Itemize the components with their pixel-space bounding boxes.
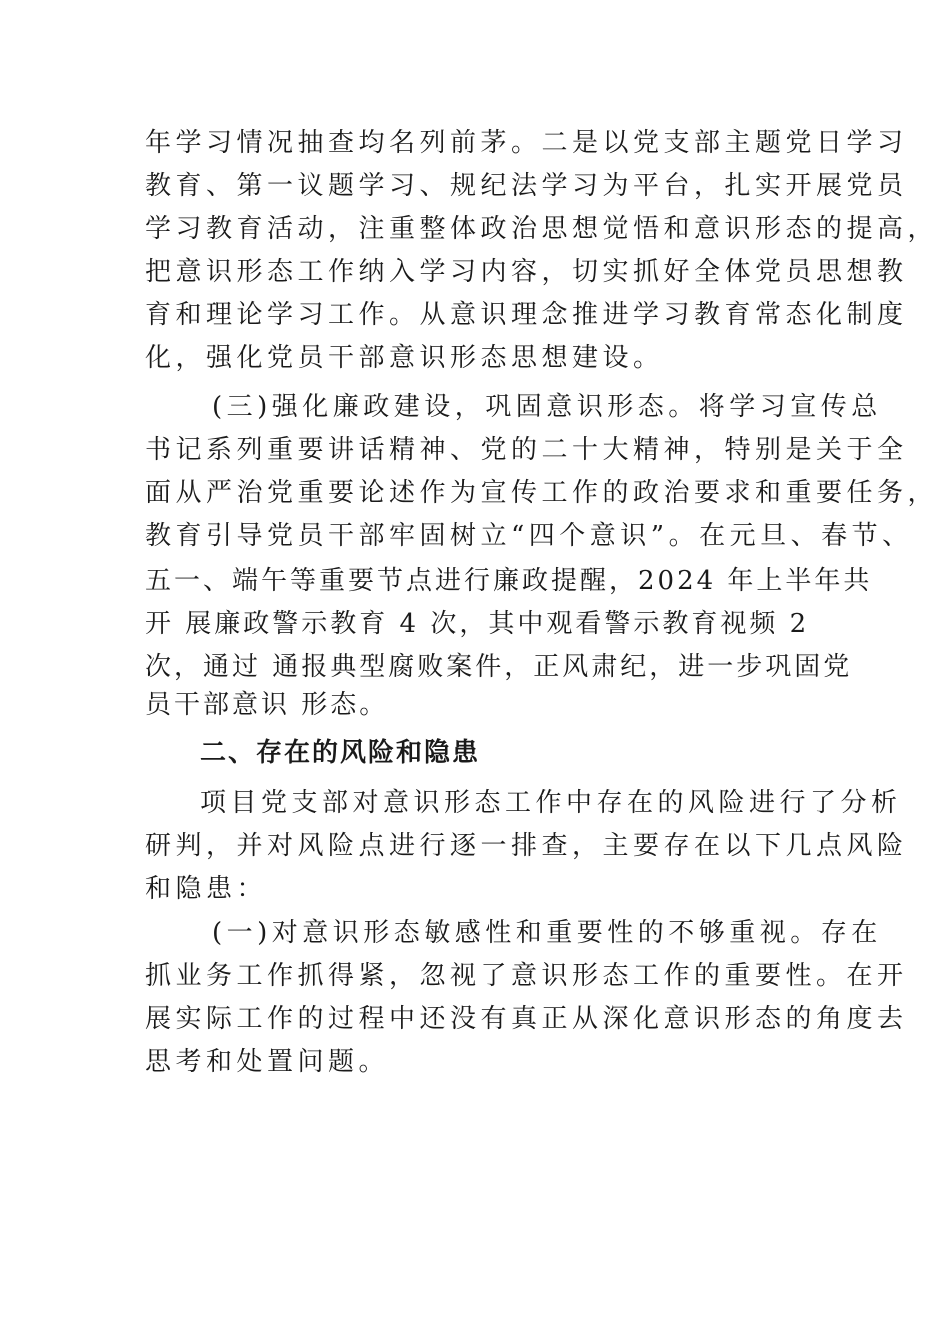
p1-line: 学习教育活动，注重整体政治思想觉悟和意识形态的提高， xyxy=(145,214,939,244)
p1-line: 年学习情况抽查均名列前茅。二是以党支部主题党日学习 xyxy=(145,128,908,158)
p1-line: 教育、第一议题学习、规纪法学习为平台，扎实开展党员 xyxy=(145,171,908,201)
p2-line: 面从严治党重要论述作为宣传工作的政治要求和重要任务， xyxy=(145,478,939,508)
p2-line: (三)强化廉政建设，巩固意识形态。将学习宣传总 xyxy=(212,392,882,422)
p2-line: 教育引导党员干部牢固树立“四个意识”。在元旦、春节、 xyxy=(145,521,913,551)
section-heading: 二、存在的风险和隐患 xyxy=(200,738,481,768)
p2-line: 开 展廉政警示教育 4 次，其中观看警示教育视频 2 xyxy=(145,609,810,639)
p1-line: 化，强化党员干部意识形态思想建设。 xyxy=(145,343,664,373)
p2-line: 次，通过 通报典型腐败案件，正风肃纪，进一步巩固党 xyxy=(145,652,853,682)
p1-line: 把意识形态工作纳入学习内容，切实抓好全体党员思想教 xyxy=(145,257,908,287)
p4-line: 展实际工作的过程中还没有真正从深化意识形态的角度去 xyxy=(145,1004,908,1034)
p3-line: 研判，并对风险点进行逐一排查，主要存在以下几点风险 xyxy=(145,831,908,861)
p3-line: 和隐患： xyxy=(145,874,268,904)
p3-line: 项目党支部对意识形态工作中存在的风险进行了分析 xyxy=(200,788,902,818)
p2-line: 员干部意识 形态。 xyxy=(145,690,389,720)
p4-line: 抓业务工作抓得紧，忽视了意识形态工作的重要性。在开 xyxy=(145,961,908,991)
p2-line: 书记系列重要讲话精神、党的二十大精神，特别是关于全 xyxy=(145,435,908,465)
p1-line: 育和理论学习工作。从意识理念推进学习教育常态化制度 xyxy=(145,300,908,330)
p2-line: 五一、端午等重要节点进行廉政提醒，2024 年上半年共 xyxy=(145,566,873,596)
p4-line: 思考和处置问题。 xyxy=(145,1047,390,1077)
p4-line: (一)对意识形态敏感性和重要性的不够重视。存在 xyxy=(212,918,882,948)
